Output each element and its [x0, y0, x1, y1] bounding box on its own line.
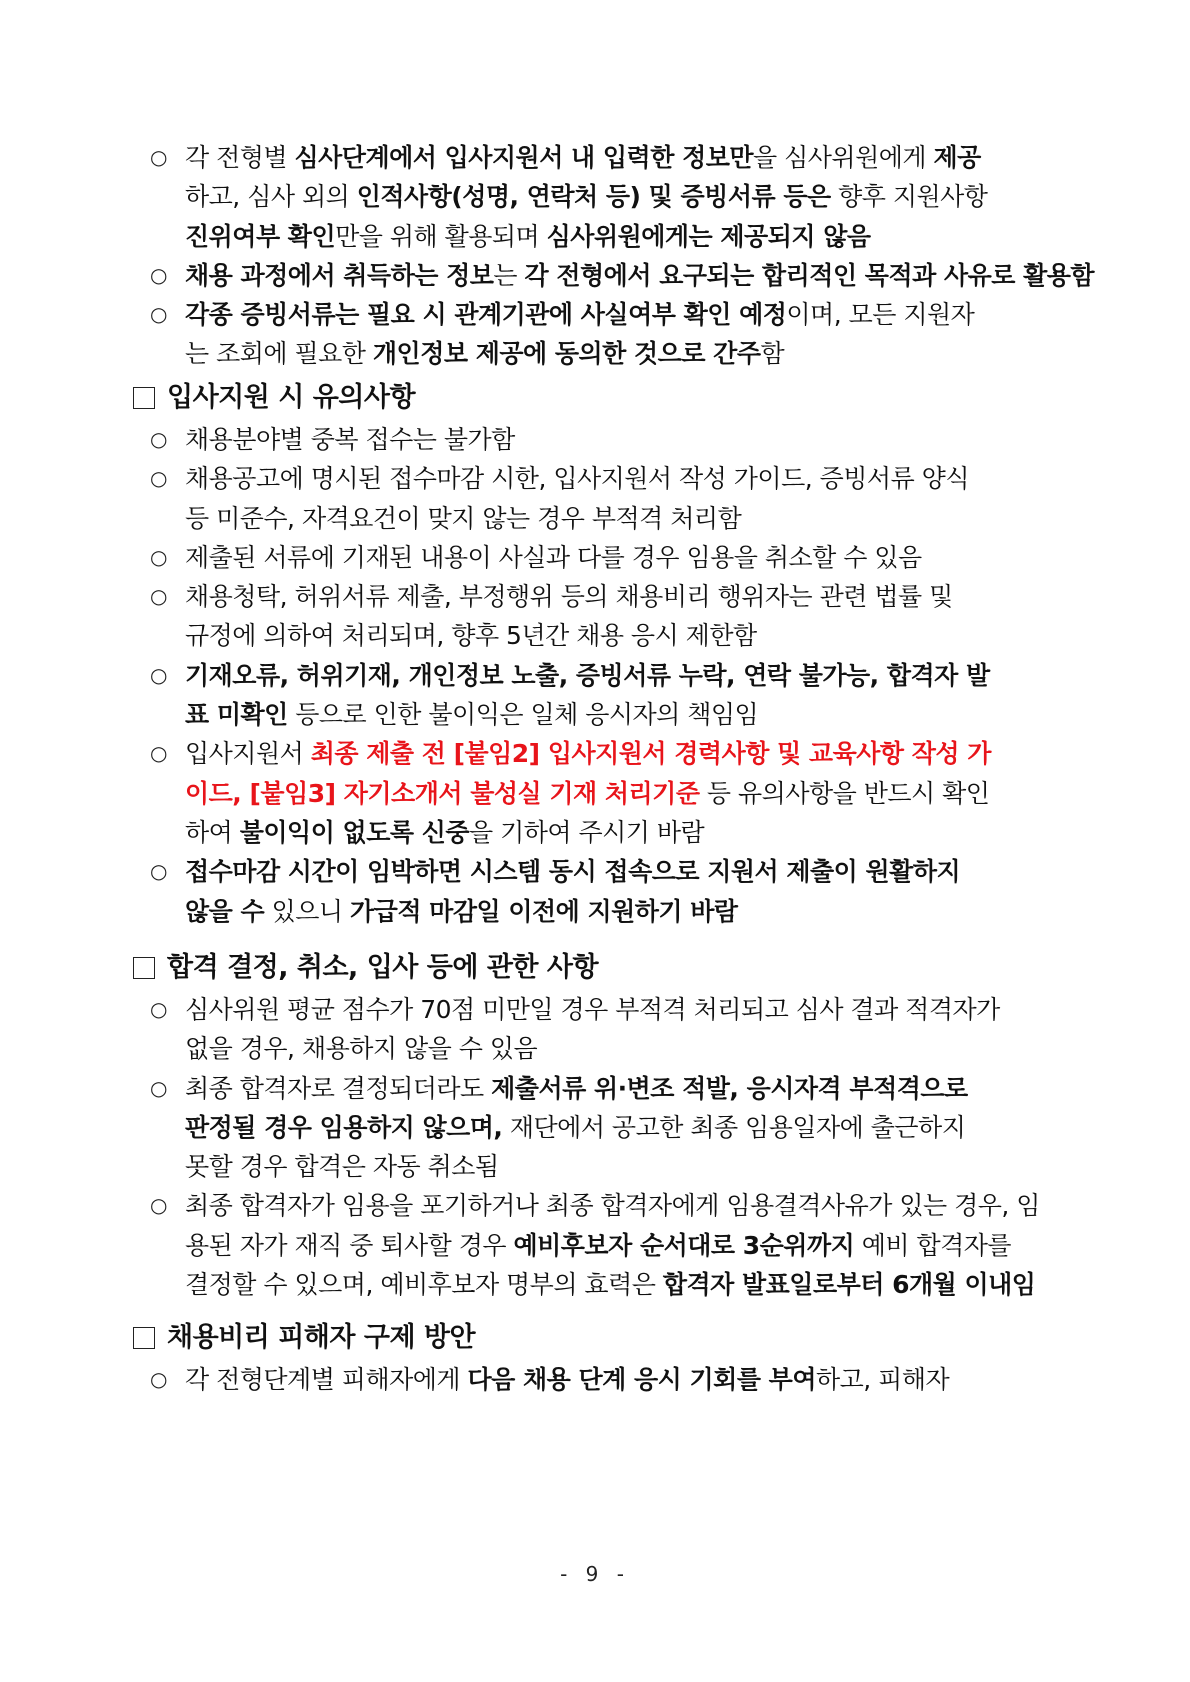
text-segment: 등으로 인한 불이익은 일체 응시자의 책임임 — [287, 700, 759, 730]
text-segment: 예비 합격자를 — [854, 1230, 1012, 1260]
text-line — [150, 1108, 1070, 1147]
text-segment: 등 유의사항을 반드시 확인 — [699, 778, 990, 808]
bold-text: 접수마감 시간이 임박하면 시스템 동시 접속으로 지원서 제출이 원활하지 — [185, 857, 961, 887]
highlighted-text: 이드, [붙임3] 자기소개서 불성실 기재 처리기준 — [185, 778, 700, 808]
text-segment: 결정할 수 있으며, 예비후보자 명부의 효력은 — [185, 1270, 663, 1300]
list-item — [150, 734, 1070, 852]
bold-text: 심사단계에서 입사지원서 내 입력한 정보만 — [294, 143, 754, 172]
bold-text: 개인정보 제공에 동의한 것으로 간주 — [372, 339, 761, 369]
text-segment: 이며, 모든 지원자 — [786, 300, 975, 330]
bold-text: 채용 과정에서 취득하는 정보 — [185, 260, 494, 290]
text-line — [150, 1265, 1070, 1304]
highlighted-text: 최종 제출 전 [붙임2] 입사지원서 경력사항 및 교육사항 작성 가 — [310, 739, 991, 769]
section-heading-text: 입사지원 시 유의사항 — [167, 382, 416, 413]
text-line — [150, 734, 1070, 773]
circle-bullet-icon: ○ — [150, 1193, 167, 1218]
circle-bullet-icon: ○ — [150, 1075, 167, 1100]
text-segment: 못할 경우 합격은 자동 취소됨 — [185, 1152, 499, 1182]
text-line — [150, 1147, 1070, 1186]
list-item — [150, 420, 1070, 459]
text-segment: 을 심사위원에게 — [753, 143, 934, 172]
bold-text: 기재오류, 허위기재, 개인정보 노출, 증빙서류 누락, 연락 불가능, 합격자 발 — [185, 660, 990, 690]
list-item — [150, 656, 1070, 735]
text-segment: 는 — [493, 260, 525, 290]
list-item — [150, 852, 1070, 931]
text-line — [150, 420, 1070, 459]
checkbox-square-icon — [133, 1327, 155, 1349]
circle-bullet-icon: ○ — [150, 544, 167, 569]
bold-text: 예비후보자 순서대로 3순위까지 — [513, 1230, 855, 1260]
circle-bullet-icon: ○ — [150, 662, 167, 687]
list-item — [150, 256, 1095, 295]
circle-bullet-icon: ○ — [150, 427, 167, 451]
list-item — [150, 577, 1070, 656]
bold-text: 다음 채용 단계 응시 기회를 부여 — [467, 1365, 816, 1394]
text-line — [150, 852, 1070, 891]
text-segment: 재단에서 공고한 최종 임용일자에 출근하지 — [502, 1112, 966, 1142]
text-line — [150, 577, 1070, 616]
text-segment: 규정에 의하여 처리되며, 향후 5년간 채용 응시 제한함 — [185, 621, 757, 651]
text-line — [150, 990, 1070, 1029]
text-segment: 채용분야별 중복 접수는 불가함 — [185, 425, 515, 454]
text-line — [150, 295, 1070, 334]
text-segment: 채용청탁, 허위서류 제출, 부정행위 등의 채용비리 행위자는 관련 법률 및 — [185, 582, 953, 612]
bold-text: 진위여부 확인 — [185, 221, 336, 251]
checkbox-square-icon — [133, 387, 155, 409]
text-line — [150, 217, 1070, 256]
text-line — [150, 1029, 1070, 1068]
bold-text: 표 미확인 — [185, 700, 288, 730]
circle-bullet-icon: ○ — [150, 145, 167, 169]
bold-text: 인적사항(성명, 연락처 등) 및 증빙서류 등은 — [356, 182, 831, 212]
list-item — [150, 538, 1070, 577]
text-segment: 최종 합격자로 결정되더라도 — [185, 1073, 492, 1103]
list-item — [150, 295, 1070, 374]
text-line — [150, 774, 1070, 813]
text-segment: 등 미준수, 자격요건이 맞지 않는 경우 부적격 처리함 — [185, 503, 742, 533]
text-segment: 하고, 심사 외의 — [185, 182, 357, 212]
checkbox-square-icon — [133, 957, 155, 979]
circle-bullet-icon: ○ — [150, 466, 167, 491]
text-segment: 을 기하여 주시기 바람 — [469, 817, 705, 847]
text-segment: 용된 자가 재직 중 퇴사할 경우 — [185, 1230, 514, 1260]
text-segment: 만을 위해 활용되며 — [335, 221, 547, 251]
bold-text: 제출서류 위·변조 적발, 응시자격 부적격으로 — [491, 1073, 968, 1103]
text-line — [150, 138, 1070, 177]
circle-bullet-icon: ○ — [150, 997, 167, 1021]
text-segment: 입사지원서 — [185, 739, 311, 769]
list-item — [150, 459, 1070, 538]
text-segment: 함 — [760, 339, 785, 369]
circle-bullet-icon: ○ — [150, 302, 167, 327]
section-heading — [133, 946, 598, 990]
text-segment: 각 전형단계별 피해자에게 — [185, 1365, 468, 1394]
text-line — [150, 334, 1070, 373]
list-item — [150, 1186, 1070, 1304]
list-item — [150, 990, 1070, 1069]
bullet-list — [150, 138, 1095, 374]
text-segment: 하여 — [185, 817, 240, 847]
text-segment: 없을 경우, 채용하지 않을 수 있음 — [185, 1034, 538, 1064]
bold-text: 않을 수 — [185, 896, 265, 926]
text-segment: 있으니 — [264, 896, 351, 926]
list-item — [150, 1069, 1070, 1187]
circle-bullet-icon: ○ — [150, 1367, 167, 1391]
text-line — [150, 695, 1070, 734]
text-line — [150, 499, 1070, 538]
circle-bullet-icon: ○ — [150, 584, 167, 609]
bold-text: 각 전형에서 요구되는 합리적인 목적과 사유로 활용함 — [524, 260, 1095, 290]
text-line — [150, 1186, 1070, 1225]
section-heading-text: 채용비리 피해자 구제 방안 — [167, 1322, 476, 1353]
bold-text: 제공 — [933, 143, 981, 172]
circle-bullet-icon: ○ — [150, 859, 167, 884]
bold-text: 가급적 마감일 이전에 지원하기 바람 — [350, 896, 738, 926]
bold-text: 불이익이 없도록 신중 — [239, 817, 470, 847]
text-line — [150, 813, 1070, 852]
text-line — [150, 177, 1070, 216]
text-segment: 제출된 서류에 기재된 내용이 사실과 다를 경우 임용을 취소할 수 있음 — [185, 542, 922, 572]
text-line — [150, 1226, 1070, 1265]
text-segment: 하고, 피해자 — [815, 1365, 950, 1394]
bold-text: 판정될 경우 임용하지 않으며, — [185, 1112, 503, 1142]
section-heading — [133, 1316, 475, 1360]
text-line — [150, 1069, 1070, 1108]
bullet-list — [150, 420, 1070, 931]
text-line — [150, 256, 1095, 295]
text-line — [150, 538, 1070, 577]
text-segment: 채용공고에 명시된 접수마감 시한, 입사지원서 작성 가이드, 증빙서류 양식 — [185, 464, 969, 494]
bullet-list — [150, 990, 1070, 1304]
text-segment: 각 전형별 — [185, 143, 295, 172]
bold-text: 각종 증빙서류는 필요 시 관계기관에 사실여부 확인 예정 — [185, 300, 787, 330]
list-item — [150, 138, 1070, 256]
text-segment: 향후 지원사항 — [830, 182, 988, 212]
text-line — [150, 459, 1070, 498]
text-line — [150, 656, 1070, 695]
text-line — [150, 616, 1070, 655]
text-line — [150, 1360, 1070, 1399]
circle-bullet-icon: ○ — [150, 741, 167, 766]
page-number: - 9 - — [560, 1562, 630, 1586]
text-segment: 심사위원 평균 점수가 70점 미만일 경우 부적격 처리되고 심사 결과 적격자가 — [185, 995, 1000, 1024]
text-segment: 는 조회에 필요한 — [185, 339, 373, 369]
section-heading — [133, 376, 415, 420]
text-segment: 최종 합격자가 임용을 포기하거나 최종 합격자에게 임용결격사유가 있는 경우, 임 — [185, 1191, 1040, 1221]
circle-bullet-icon: ○ — [150, 262, 167, 287]
bold-text: 심사위원에게는 제공되지 않음 — [546, 221, 871, 251]
bold-text: 합격자 발표일로부터 6개월 이내임 — [662, 1270, 1036, 1300]
bullet-list — [150, 1360, 1070, 1399]
list-item — [150, 1360, 1070, 1399]
text-line — [150, 892, 1070, 931]
section-heading-text: 합격 결정, 취소, 입사 등에 관한 사항 — [167, 952, 599, 983]
